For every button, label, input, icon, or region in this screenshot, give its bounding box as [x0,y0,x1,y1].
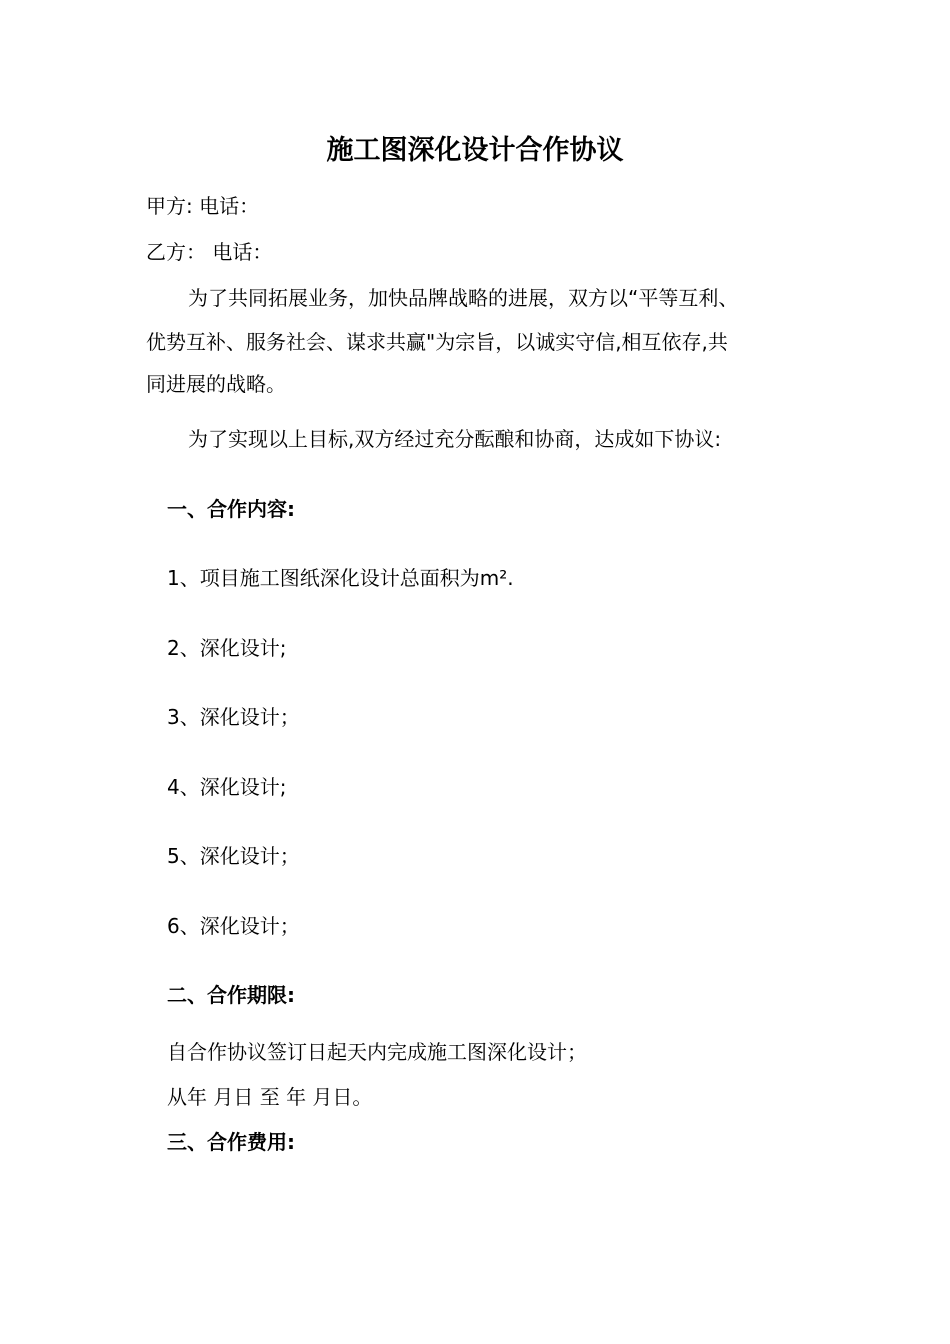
document-title: 施工图深化设计合作协议 [326,135,624,166]
content-item: 6、深化设计； [167,914,300,938]
section-heading-content: 一、合作内容: [167,497,295,521]
term-line: 自合作协议签订日起天内完成施工图深化设计； [167,1040,587,1064]
section-heading-fee: 三、合作费用: [167,1130,295,1154]
term-line: 从年 月日 至 年 月日。 [167,1085,373,1109]
intro-line: 优势互补、服务社会、谋求共赢"为宗旨，以诚实守信,相互依存,共 [146,330,728,354]
party-b-line: 乙方： 电话： [146,240,273,264]
content-item: 3、深化设计； [167,705,300,729]
intro-line: 为了共同拓展业务，加快品牌战略的进展，双方以“平等互利、 [188,286,739,310]
content-item: 2、深化设计; [167,636,287,660]
content-item: 1、项目施工图纸深化设计总面积为m². [167,566,514,590]
intro-line: 同进展的战略。 [146,372,286,396]
section-heading-term: 二、合作期限: [167,983,295,1007]
content-item: 4、深化设计; [167,775,287,799]
party-a-line: 甲方: 电话： [146,194,260,218]
content-item: 5、深化设计； [167,844,300,868]
purpose-line: 为了实现以上目标,双方经过充分酝酿和协商，达成如下协议: [188,427,722,451]
